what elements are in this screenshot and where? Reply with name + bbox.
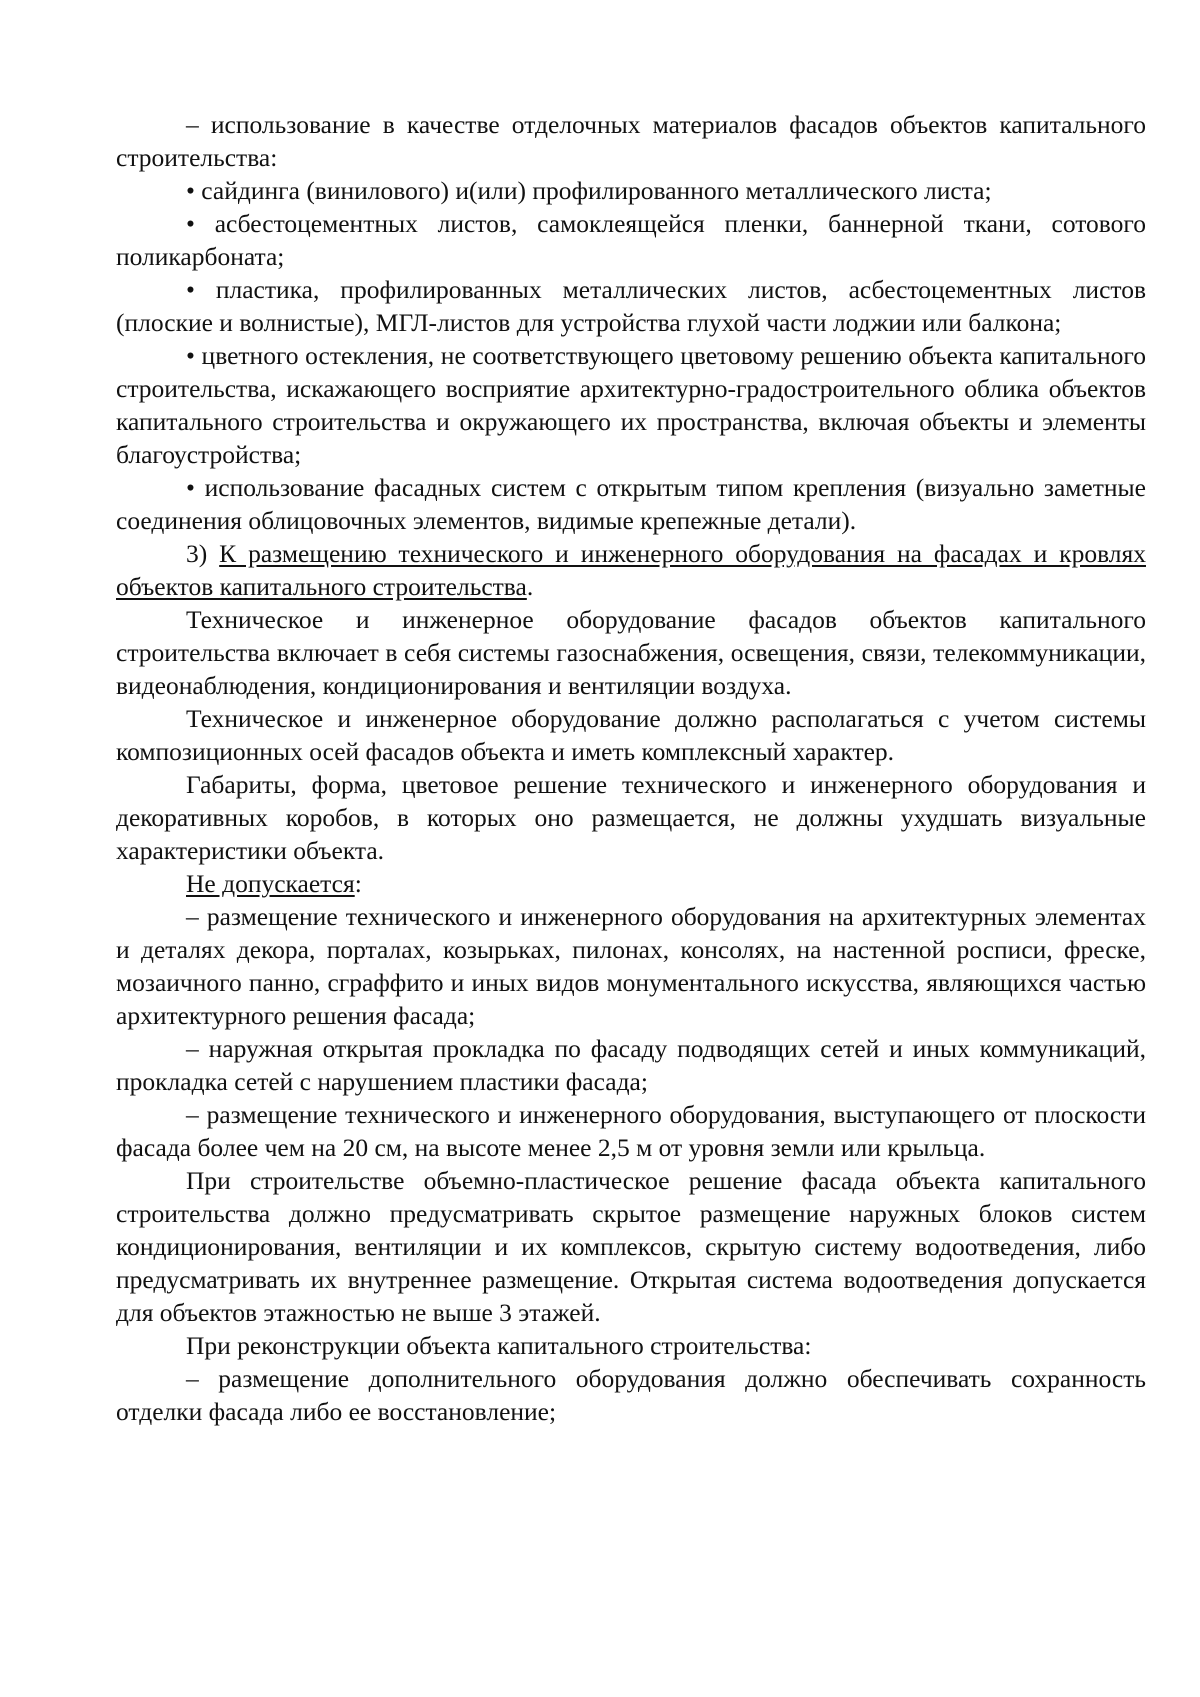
paragraph-construction-requirements: При строительстве объемно-пластическое решение фасада объекта капитального строительства должно предусматривать скрытое размещение наружных блоков систем кондиционирования, вентиляции и их комплексов, скрытую систему водоотведения, либо предусматривать их внутреннее размещение. Открытая система водоотведения допускается для объектов этажностью не выше 3 этажей. [116,1166,1146,1327]
list-item-architectural-elements: – размещение технического и инженерного оборудования на архитектурных элементах и деталях декора, порталах, козырьках, пилонах, консолях, на настенной росписи, фреске, мозаичного панно, сграффито и иных видов монументального искусства, являющихся частью архитектурного решения фасада; [116,902,1146,1030]
paragraph-facade-materials-intro: – использование в качестве отделочных материалов фасадов объектов капитального строительства: [116,110,1146,172]
list-item-colored-glazing: • цветного остекления, не соответствующего цветовому решению объекта капитального строительства, искажающего восприятие архитектурно-градостроительного облика объектов капитального строительства и окружающего их пространства, включая объекты и элементы благоустройства; [116,341,1146,469]
section-3-title: К размещению технического и инженерного оборудования на фасадах и кровлях объектов капитального строительства [116,539,1146,601]
list-item-additional-equipment: – размещение дополнительного оборудования должно обеспечивать сохранность отделки фасада либо ее восстановление; [116,1364,1146,1426]
not-allowed-colon: : [354,869,362,898]
paragraph-equipment-dimensions: Габариты, форма, цветовое решение технического и инженерного оборудования и декоративных коробов, в которых оно размещается, не должны ухудшать визуальные характеристики объекта. [116,770,1146,865]
section-3-period: . [526,572,534,601]
list-item-protruding-equipment: – размещение технического и инженерного оборудования, выступающего от плоскости фасада более чем на 20 см, на высоте менее 2,5 м от уровня земли или крыльца. [116,1100,1146,1162]
list-item-open-facade-systems: • использование фасадных систем с открытым типом крепления (визуально заметные соединения облицовочных элементов, видимые крепежные детали). [116,473,1146,535]
list-item-open-networks: – наружная открытая прокладка по фасаду подводящих сетей и иных коммуникаций, прокладка сетей с нарушением пластики фасада; [116,1034,1146,1096]
list-item-plastic: • пластика, профилированных металлических листов, асбестоцементных листов (плоские и волнистые), МГЛ-листов для устройства глухой части лоджии или балкона; [116,275,1146,337]
not-allowed-heading [116,867,1146,900]
paragraph-reconstruction-intro: При реконструкции объекта капитального строительства: [186,1331,812,1360]
paragraph-equipment-definition: Техническое и инженерное оборудование фасадов объектов капитального строительства включает в себя системы газоснабжения, освещения, связи, телекоммуникации, видеонаблюдения, кондиционирования и вентиляции воздуха. [116,605,1146,700]
paragraph-equipment-placement: Техническое и инженерное оборудование должно располагаться с учетом системы композиционных осей фасадов объекта и иметь комплексный характер. [116,704,1146,766]
section-3-number: 3) [186,539,220,568]
section-3-heading [116,537,1146,603]
not-allowed-label: Не допускается [186,869,355,898]
list-item-asbestos-sheets: • асбестоцементных листов, самоклеящейся пленки, баннерной ткани, сотового поликарбоната; [116,209,1146,271]
document-page [116,108,1146,1428]
list-item-siding: • сайдинга (винилового) и(или) профилированного металлического листа; [186,176,992,205]
